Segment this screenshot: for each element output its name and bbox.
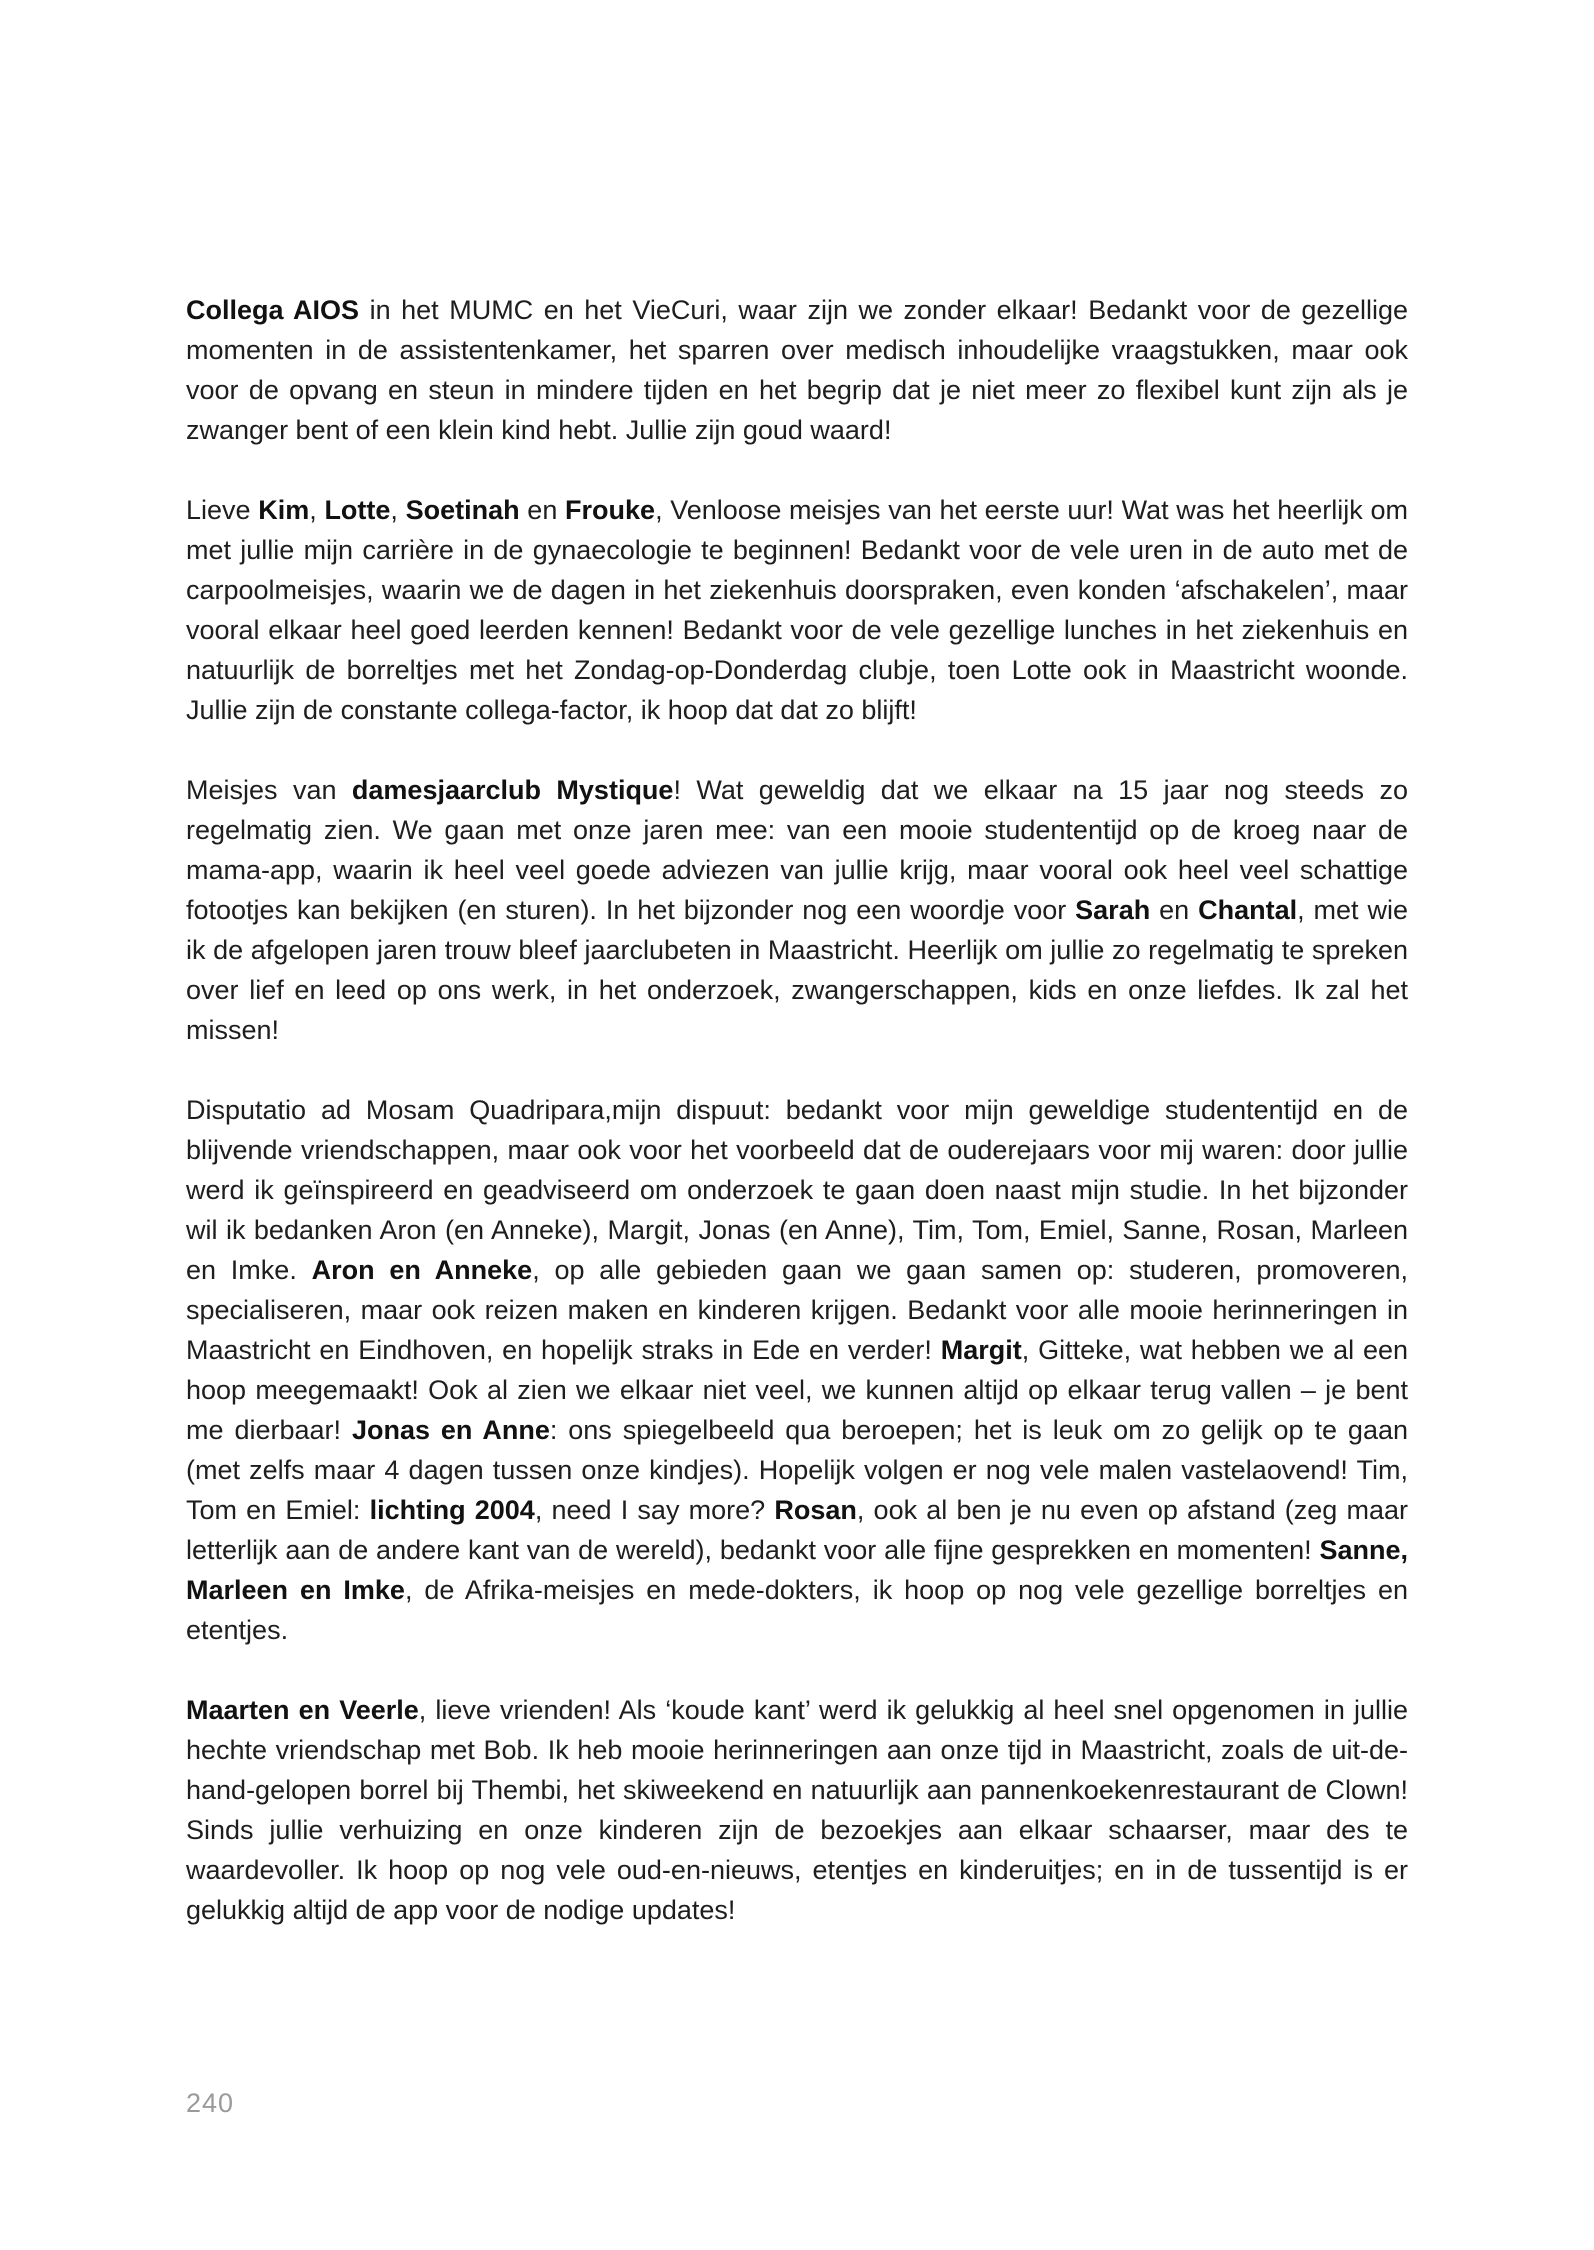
bold-name: Chantal bbox=[1198, 895, 1298, 925]
bold-name: lichting 2004 bbox=[369, 1495, 535, 1525]
bold-name: Kim bbox=[258, 495, 310, 525]
bold-name: damesjaarclub Mystique bbox=[351, 775, 674, 805]
bold-name: Collega AIOS bbox=[186, 295, 360, 325]
text-run: , bbox=[309, 495, 325, 525]
paragraph bbox=[186, 770, 1408, 1050]
bold-name: Margit bbox=[940, 1335, 1022, 1365]
page-body bbox=[186, 290, 1408, 1970]
text-run: , lieve vrienden! Als ‘koude kant’ werd ik gelukkig al heel snel opgenomen in jullie hechte vriendschap met Bob. Ik heb mooie herinneringen aan onze tijd in Maastricht, zoals de uit-de-hand-gelopen borrel bij Thembi, het skiweekend en natuurlijk aan pannenkoekenrestaurant de Clown! Sinds jullie verhuizing en onze kinderen zijn de bezoekjes aan elkaar schaarser, maar des te waardevoller. Ik hoop op nog vele oud-en-nieuws, etentjes en kinderuitjes; en in de tussentijd is er gelukkig altijd de app voor de nodige updates! bbox=[186, 1695, 1408, 1925]
bold-name: Aron en Anneke bbox=[311, 1255, 533, 1285]
paragraph bbox=[186, 290, 1408, 450]
text-run: , de Afrika-meisjes en mede-dokters, ik hoop op nog vele gezellige borreltjes en etentjes. bbox=[186, 1575, 1408, 1645]
text-run: Meisjes van bbox=[186, 775, 352, 805]
paragraph bbox=[186, 1090, 1408, 1650]
text-run: : ons spiegelbeeld qua beroepen; het is leuk om zo gelijk op te gaan (met zelfs maar 4 dagen tussen onze kindjes). Hopelijk volgen er nog vele malen vastelaovend! Tim, Tom en Emiel: bbox=[186, 1415, 1408, 1525]
text-run: en bbox=[519, 495, 566, 525]
bold-name: Lotte bbox=[324, 495, 391, 525]
bold-name: Jonas en Anne bbox=[351, 1415, 550, 1445]
paragraph bbox=[186, 1690, 1408, 1930]
text-run: , met wie ik de afgelopen jaren trouw bleef jaarclubeten in Maastricht. Heerlijk om jullie zo regelmatig te spreken over lief en leed op ons werk, in het onderzoek, zwangerschappen, kids en onze liefdes. Ik zal het missen! bbox=[186, 895, 1408, 1045]
bold-name: Maarten en Veerle bbox=[186, 1695, 419, 1725]
page-number: 240 bbox=[186, 2088, 235, 2118]
bold-name: Sarah bbox=[1075, 895, 1151, 925]
text-run: , need I say more? bbox=[534, 1495, 775, 1525]
bold-name: Soetinah bbox=[405, 495, 520, 525]
text-run: en bbox=[1150, 895, 1199, 925]
bold-name: Sanne, Marleen en Imke bbox=[186, 1535, 1408, 1605]
bold-name: Frouke bbox=[565, 495, 656, 525]
bold-name: Rosan bbox=[774, 1495, 857, 1525]
text-run: , bbox=[390, 495, 406, 525]
text-run: ! Wat geweldig dat we elkaar na 15 jaar nog steeds zo regelmatig zien. We gaan met onze jaren mee: van een mooie studententijd op de kroeg naar de mama-app, waarin ik heel veel goede adviezen van jullie krijg, maar vooral ook heel veel schattige fotootjes kan bekijken (en sturen). In het bijzonder nog een woordje voor bbox=[186, 775, 1408, 925]
text-run: Disputatio ad Mosam Quadripara,mijn dispuut: bedankt voor mijn geweldige studententijd en de blijvende vriendschappen, maar ook voor het voorbeeld dat de ouderejaars voor mij waren: door jullie werd ik geïnspireerd en geadviseerd om onderzoek te gaan doen naast mijn studie. In het bijzonder wil ik bedanken Aron (en Anneke), Margit, Jonas (en Anne), Tim, Tom, Emiel, Sanne, Rosan, Marleen en Imke. bbox=[186, 1095, 1408, 1285]
text-run: , op alle gebieden gaan we gaan samen op: studeren, promoveren, specialiseren, maar ook reizen maken en kinderen krijgen. Bedankt voor alle mooie herinneringen in Maastricht en Eindhoven, en hopelijk straks in Ede en verder! bbox=[186, 1255, 1409, 1365]
paragraph bbox=[186, 490, 1408, 730]
text-run: , ook al ben je nu even op afstand (zeg maar letterlijk aan de andere kant van de wereld), bedankt voor alle fijne gesprekken en momenten! bbox=[186, 1495, 1408, 1565]
text-run: , Gitteke, wat hebben we al een hoop meegemaakt! Ook al zien we elkaar niet veel, we kunnen altijd op elkaar terug vallen – je bent me dierbaar! bbox=[186, 1335, 1408, 1445]
text-run: Lieve bbox=[186, 495, 259, 525]
text-run: in het MUMC en het VieCuri, waar zijn we zonder elkaar! Bedankt voor de gezellige momenten in de assistentenkamer, het sparren over medisch inhoudelijke vraagstukken, maar ook voor de opvang en steun in mindere tijden en het begrip dat je niet meer zo flexibel kunt zijn als je zwanger bent of een klein kind hebt. Jullie zijn goud waard! bbox=[186, 295, 1408, 445]
text-run: , Venloose meisjes van het eerste uur! Wat was het heerlijk om met jullie mijn carrière in de gynaecologie te beginnen! Bedankt voor de vele uren in de auto met de carpoolmeisjes, waarin we de dagen in het ziekenhuis doorspraken, even konden ‘afschakelen’, maar vooral elkaar heel goed leerden kennen! Bedankt voor de vele gezellige lunches in het ziekenhuis en natuurlijk de borreltjes met het Zondag-op-Donderdag clubje, toen Lotte ook in Maastricht woonde. Jullie zijn de constante collega-factor, ik hoop dat dat zo blijft! bbox=[186, 495, 1408, 725]
